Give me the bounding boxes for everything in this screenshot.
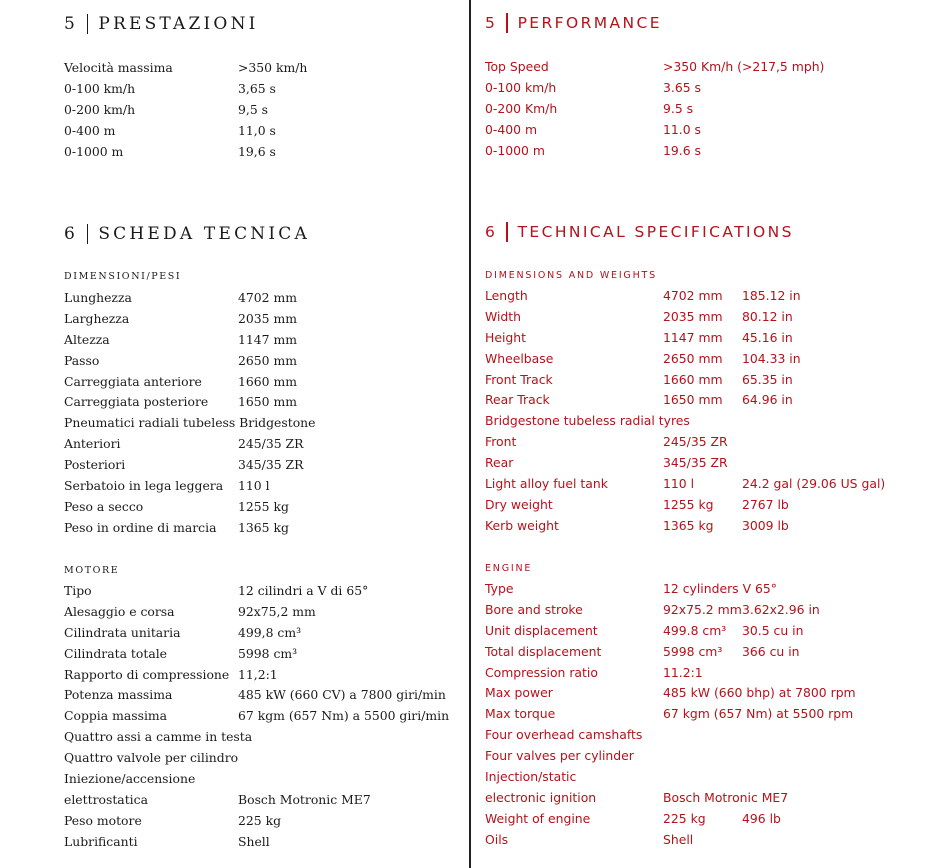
spec-value: 92x75,2 mm [238,603,316,619]
spec-label: electronic ignition [485,789,597,805]
spec-label: Height [485,329,526,345]
section-number: 5 [64,14,79,34]
spec-value: 499,8 cm³ [238,624,302,640]
section-number: 6 [64,224,79,244]
spec-label: Quattro assi a camme in testa [64,729,253,745]
spec-value: 11,0 s [238,122,276,138]
column-divider [469,0,471,868]
spec-label: Quattro valvole per cilindro [64,750,239,766]
spec-label: Altezza [64,331,110,347]
spec-value: 485 kW (660 CV) a 7800 giri/min [238,687,446,703]
spec-label: 0-1000 m [64,143,124,159]
spec-value-imperial: 80.12 in [742,308,793,324]
spec-label: 0-100 km/h [485,79,557,95]
spec-label: Carreggiata anteriore [64,373,202,389]
spec-value-imperial: 496 lb [742,810,781,826]
spec-label: Coppia massima [64,708,168,724]
spec-value-imperial: 104.33 in [742,350,801,366]
spec-label: Carreggiata posteriore [64,394,209,410]
spec-value: 1365 kg [238,519,289,535]
spec-label: Peso in ordine di marcia [64,519,217,535]
spec-value-imperial: 65.35 in [742,371,793,387]
spec-value: 1650 mm [238,394,297,410]
spec-value: 9.5 s [663,100,694,116]
spec-value: 245/35 ZR [238,436,304,452]
spec-label: Larghezza [64,310,130,326]
spec-value: Shell [663,831,694,847]
spec-value-imperial: 3009 lb [742,517,789,533]
spec-label: Front [485,434,517,450]
spec-value: 4702 mm [663,288,723,303]
spec-label: Posteriori [64,457,126,473]
spec-label: Oils [485,831,509,847]
spec-value: 19.6 s [663,142,701,158]
spec-value: 1255 kg [663,496,714,512]
spec-label: Light alloy fuel tank [485,476,608,492]
subsection-title-dimensions: DIMENSIONS AND WEIGHTS [485,270,657,281]
heading-separator [87,14,88,34]
spec-value: 499.8 cm³ [663,622,727,638]
spec-label: Peso motore [64,812,142,828]
spec-value-imperial: 3.62x2.96 in [742,601,820,617]
spec-label: Anteriori [64,436,121,452]
spec-value: 5998 cm³ [238,645,298,661]
spec-label: Four valves per cylinder [485,748,634,764]
heading-separator [506,13,507,33]
subsection-title-engine: ENGINE [485,563,533,574]
spec-value: 2035 mm [663,308,723,324]
spec-label: Kerb weight [485,517,559,533]
spec-label: Width [485,308,521,324]
spec-value: 19,6 s [238,143,276,159]
spec-value: Bosch Motronic ME7 [663,789,789,805]
spec-label: Injection/static [485,769,577,785]
spec-label: Max power [485,685,553,701]
spec-label: Potenza massima [64,687,173,703]
spec-value: 245/35 ZR [663,434,728,450]
spec-label: Four overhead camshafts [485,727,643,743]
spec-value: 1660 mm [238,373,297,389]
spec-value: Shell [238,833,270,849]
spec-label: Peso a secco [64,498,144,514]
spec-value: 1147 mm [663,329,723,345]
spec-label: elettrostatica [64,791,148,807]
spec-label: Lunghezza [64,290,132,305]
spec-label: 0-200 Km/h [485,100,558,116]
spec-label: Rear Track [485,392,550,408]
section-title: PERFORMANCE [517,14,662,32]
spec-label: Length [485,288,528,303]
spec-label: 0-100 km/h [64,80,136,96]
spec-value-imperial: 185.12 in [742,288,801,303]
spec-value: 11.0 s [663,121,701,137]
spec-label: Cilindrata unitaria [64,624,181,640]
spec-label: Max torque [485,706,556,722]
spec-value: Bosch Motronic ME7 [238,791,371,807]
spec-value-imperial: 2767 lb [742,496,789,512]
section-heading-performance [485,13,662,33]
spec-value-imperial: 64.96 in [742,392,793,408]
spec-label: Alesaggio e corsa [64,603,175,619]
spec-label: Serbatoio in lega leggera [64,478,224,494]
spec-value: 1650 mm [663,392,723,408]
spec-value: 225 kg [663,810,706,826]
spec-label: Bridgestone tubeless radial tyres [485,413,690,429]
heading-separator [506,222,507,242]
spec-label: 0-400 m [64,122,116,138]
spec-label: Bore and stroke [485,601,583,617]
section-number: 6 [485,223,498,241]
subsection-title-engine: MOTORE [64,565,120,576]
spec-value: >350 Km/h (>217,5 mph) [663,59,825,74]
spec-value: 1255 kg [238,498,289,514]
spec-label: Iniezione/accensione [64,771,196,787]
spec-value: 67 kgm (657 Nm) a 5500 giri/min [238,708,450,724]
spec-value: 5998 cm³ [663,643,723,659]
spec-label: Front Track [485,371,553,387]
spec-value: 92x75.2 mm [663,601,742,617]
spec-value: 110 l [238,478,270,494]
spec-value: 11.2:1 [663,664,703,680]
spec-label: Unit displacement [485,622,598,638]
section-number: 5 [485,14,498,32]
spec-label: Type [485,581,514,596]
spec-value-imperial: 30.5 cu in [742,622,804,638]
spec-label: Top Speed [485,59,549,74]
spec-value: 2650 mm [663,350,723,366]
spec-value: 485 kW (660 bhp) at 7800 rpm [663,685,856,701]
spec-value: 345/35 ZR [238,457,304,473]
spec-value: 67 kgm (657 Nm) at 5500 rpm [663,706,854,722]
spec-value: 12 cylinders V 65° [663,581,777,596]
spec-label: Dry weight [485,496,553,512]
subsection-title-dimensions: DIMENSIONI/PESI [64,271,182,282]
spec-value: 9,5 s [238,101,269,117]
spec-label: 0-400 m [485,121,538,137]
spec-value: 110 l [663,476,695,492]
spec-value: 2035 mm [238,310,297,326]
spec-label: Weight of engine [485,810,591,826]
spec-label: Pneumatici radiali tubeless Bridgestone [64,415,316,431]
spec-label: 0-1000 m [485,142,545,158]
spec-label: Total displacement [485,643,602,659]
spec-value: >350 km/h [238,60,308,75]
spec-value: 4702 mm [238,290,297,305]
spec-value: 3.65 s [663,79,701,95]
spec-label: Wheelbase [485,350,554,366]
section-title: TECHNICAL SPECIFICATIONS [517,223,794,241]
section-title: PRESTAZIONI [98,14,259,34]
spec-value-imperial: 45.16 in [742,329,793,345]
spec-value: 345/35 ZR [663,455,728,471]
spec-value: 1660 mm [663,371,723,387]
spec-value-imperial: 366 cu in [742,643,800,659]
section-heading-technical-specifications [485,222,794,242]
spec-label: Rapporto di compressione [64,666,230,682]
spec-value: 1365 kg [663,517,714,533]
spec-label: Lubrificanti [64,833,138,849]
section-heading-scheda-tecnica [64,224,310,244]
spec-value-imperial: 24.2 gal (29.06 US gal) [742,476,886,492]
heading-separator [87,224,88,244]
spec-value: 1147 mm [238,331,297,347]
spec-value: 3,65 s [238,80,276,96]
spec-label: Rear [485,455,514,471]
spec-value: 2650 mm [238,352,297,368]
spec-label: Velocità massima [64,60,173,75]
spec-label: 0-200 km/h [64,101,136,117]
section-heading-prestazioni [64,14,259,34]
spec-label: Compression ratio [485,664,598,680]
spec-label: Cilindrata totale [64,645,167,661]
spec-label: Tipo [64,583,92,598]
spec-value: 11,2:1 [238,666,278,682]
spec-value: 12 cilindri a V di 65° [238,583,369,598]
spec-value: 225 kg [238,812,282,828]
section-title: SCHEDA TECNICA [98,224,310,244]
spec-label: Passo [64,352,100,368]
